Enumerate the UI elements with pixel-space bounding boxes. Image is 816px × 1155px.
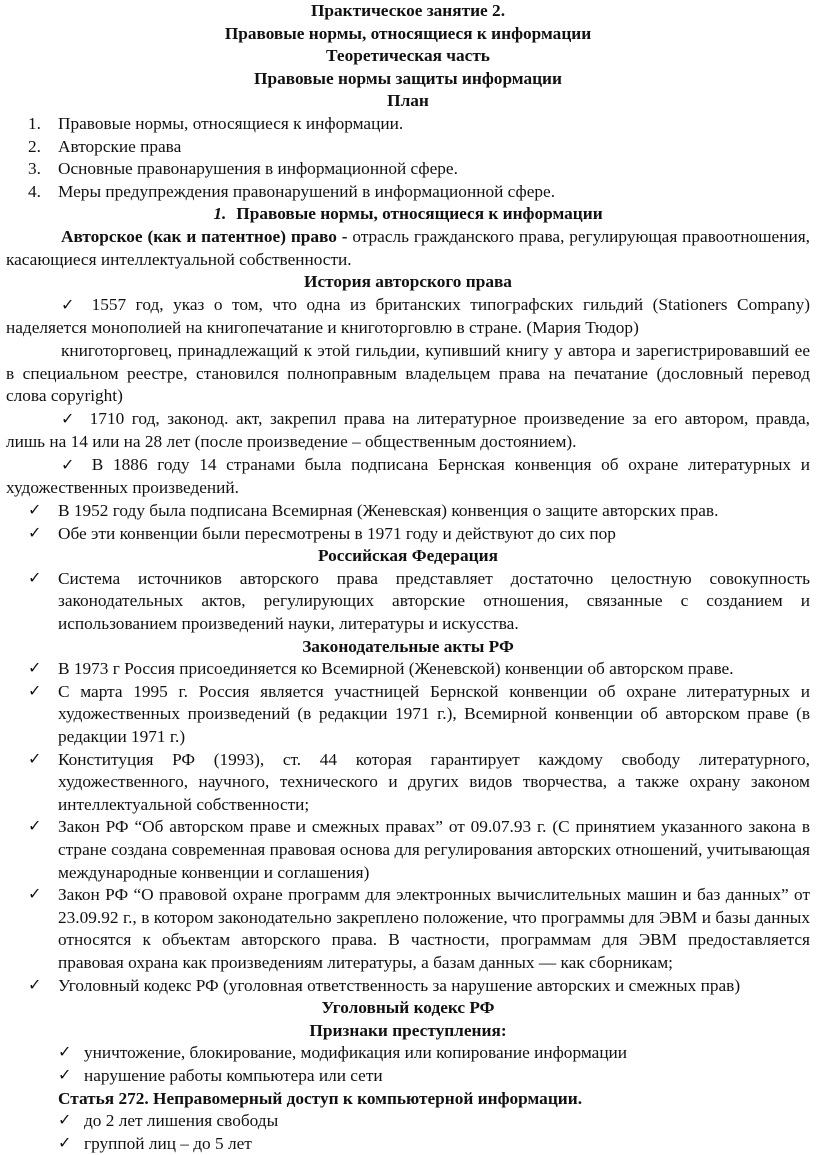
definition-text: отрасль гражданского права, регулирующая правоотношения, касающиеся интеллектуальной собственности. (6, 226, 810, 269)
check-mark-icon: ✓ (58, 1112, 72, 1130)
russia-list-item: ✓ Система источников авторского права представляет достаточно целостную совокупность законодательных актов, регулирующих авторские отношения, связанные с созданием и использованием произведений науки, литературы и искусства. (6, 568, 810, 636)
article-272-heading: Статья 272. Неправомерный доступ к компьютерной информации. (58, 1088, 583, 1108)
history-paragraph: ✓ В 1886 году 14 странами была подписана Бернская конвенция об охране литературных и художественных произведений. (6, 454, 811, 498)
check-mark-icon: ✓ (28, 886, 42, 904)
plan-item-number: 2. (28, 136, 41, 156)
plan-item-text: Основные правонарушения в информационной сфере. (58, 159, 458, 179)
acts-list-item: ✓ Закон РФ “Об авторском праве и смежных правах” от 09.07.93 г. (С принятием указанного закона в стране создана современная правовая основа для регулирования авторских отношений, учитывающая международные конвенции и соглашения) (6, 816, 810, 884)
section-1-title: Правовые нормы, относящиеся к информации (236, 204, 603, 224)
section-1-number: 1. (213, 204, 227, 224)
plan-item (6, 158, 810, 181)
check-mark-icon: ✓ (58, 1044, 72, 1062)
check-mark-icon: ✓ (28, 660, 42, 678)
plan-item (6, 113, 810, 136)
check-mark-icon: ✓ (61, 410, 78, 428)
acts-heading: Законодательные акты РФ (302, 636, 514, 656)
crime-sign-item: ✓ нарушение работы компьютера или сети (6, 1065, 810, 1088)
crime-signs-heading: Признаки преступления: (309, 1020, 507, 1040)
history-paragraph: ✓ 1557 год, указ о том, что одна из британских типографских гильдий (Stationers Company) наделяется монополией на книгопечатание и книготорговлю в стране. (Мария Тюдор) (6, 294, 810, 338)
acts-list-item: ✓ С марта 1995 г. Россия является участницей Бернской конвенции об охране литературных и художественных произведений (в редакции 1971 г.), Всемирной конвенции об авторском праве (в редакции 1971 г.) (6, 681, 810, 749)
definition-paragraph (6, 226, 810, 271)
plan-list (6, 113, 810, 203)
check-mark-icon: ✓ (58, 1134, 72, 1152)
check-mark-icon: ✓ (28, 818, 42, 836)
check-mark-icon: ✓ (58, 1066, 72, 1084)
history-heading: История авторского права (304, 272, 512, 292)
definition-term: Авторское (как и патентное) право - (61, 226, 348, 246)
check-mark-icon: ✓ (28, 682, 42, 700)
plan-item-text: Правовые нормы, относящиеся к информации. (58, 113, 404, 133)
penalty-item: ✓ группой лиц – до 5 лет (6, 1133, 810, 1155)
acts-list-item: ✓ В 1973 г Россия присоединяется ко Всемирной (Женевской) конвенции об авторском праве. (6, 658, 810, 681)
plan-item-text: Авторские права (58, 136, 182, 156)
check-mark-icon: ✓ (28, 976, 42, 994)
lesson-topic: Правовые нормы, относящиеся к информации (224, 23, 592, 43)
plan-heading: План (387, 91, 429, 111)
check-mark-icon: ✓ (28, 569, 42, 587)
check-mark-icon: ✓ (28, 750, 42, 768)
plan-item-number: 4. (28, 181, 41, 201)
plan-item (6, 181, 810, 204)
history-paragraph: ✓ 1710 год, законод. акт, закрепил права на литературное произведение за его автором, правда, лишь на 14 или на 28 лет (после произведение – общественным достоянием). (6, 408, 811, 452)
penalty-item: ✓ до 2 лет лишения свободы (6, 1110, 810, 1133)
acts-list-item: ✓ Конституция РФ (1993), ст. 44 которая гарантирует каждому свободу литературного, художественного, научного, технического и других видов творчества, а также охрану законом интеллектуальной собственности; (6, 749, 810, 817)
russia-heading: Российская Федерация (318, 546, 498, 566)
criminal-code-heading: Уголовный кодекс РФ (321, 998, 495, 1018)
part-title: Теоретическая часть (326, 46, 490, 66)
lesson-title: Практическое занятие 2. (310, 1, 506, 20)
crime-sign-item: ✓ уничтожение, блокирование, модификация или копирование информации (6, 1042, 810, 1065)
check-mark-icon: ✓ (61, 456, 80, 474)
check-mark-icon: ✓ (28, 502, 42, 520)
acts-list-item: ✓ Закон РФ “О правовой охране программ для электронных вычислительных машин и баз данных” от 23.09.92 г., в котором законодательно закреплено положение, что программы для ЭВМ и базы данных относятся к объектам авторского права. В частности, программам для ЭВМ предоставляется правовая охрана как произведениям литературы, а базам данных — как сборникам; (6, 884, 810, 974)
section-1-heading (6, 203, 810, 226)
plan-item-text: Меры предупреждения правонарушений в информационной сфере. (58, 181, 556, 201)
check-mark-icon: ✓ (61, 296, 80, 314)
history-list-item: ✓ Обе эти конвенции были пересмотрены в 1971 году и действуют до сих пор (6, 523, 810, 546)
history-paragraph: книготорговец, принадлежащий к этой гильдии, купивший книгу у автора и зарегистрировавший ее в специальном реестре, становился полноправным владельцем права на печатание (дословный перевод слова copyright) (6, 340, 810, 406)
check-mark-icon: ✓ (28, 524, 42, 542)
history-list-item: ✓ В 1952 году была подписана Всемирная (Женевская) конвенция о защите авторских прав. (6, 500, 810, 523)
plan-item-number: 3. (28, 159, 41, 179)
acts-list-item: ✓ Уголовный кодекс РФ (уголовная ответственность за нарушение авторских и смежных прав) (6, 975, 810, 998)
subtopic-title: Правовые нормы защиты информации (254, 68, 562, 88)
plan-item (6, 136, 810, 159)
plan-item-number: 1. (28, 113, 41, 133)
